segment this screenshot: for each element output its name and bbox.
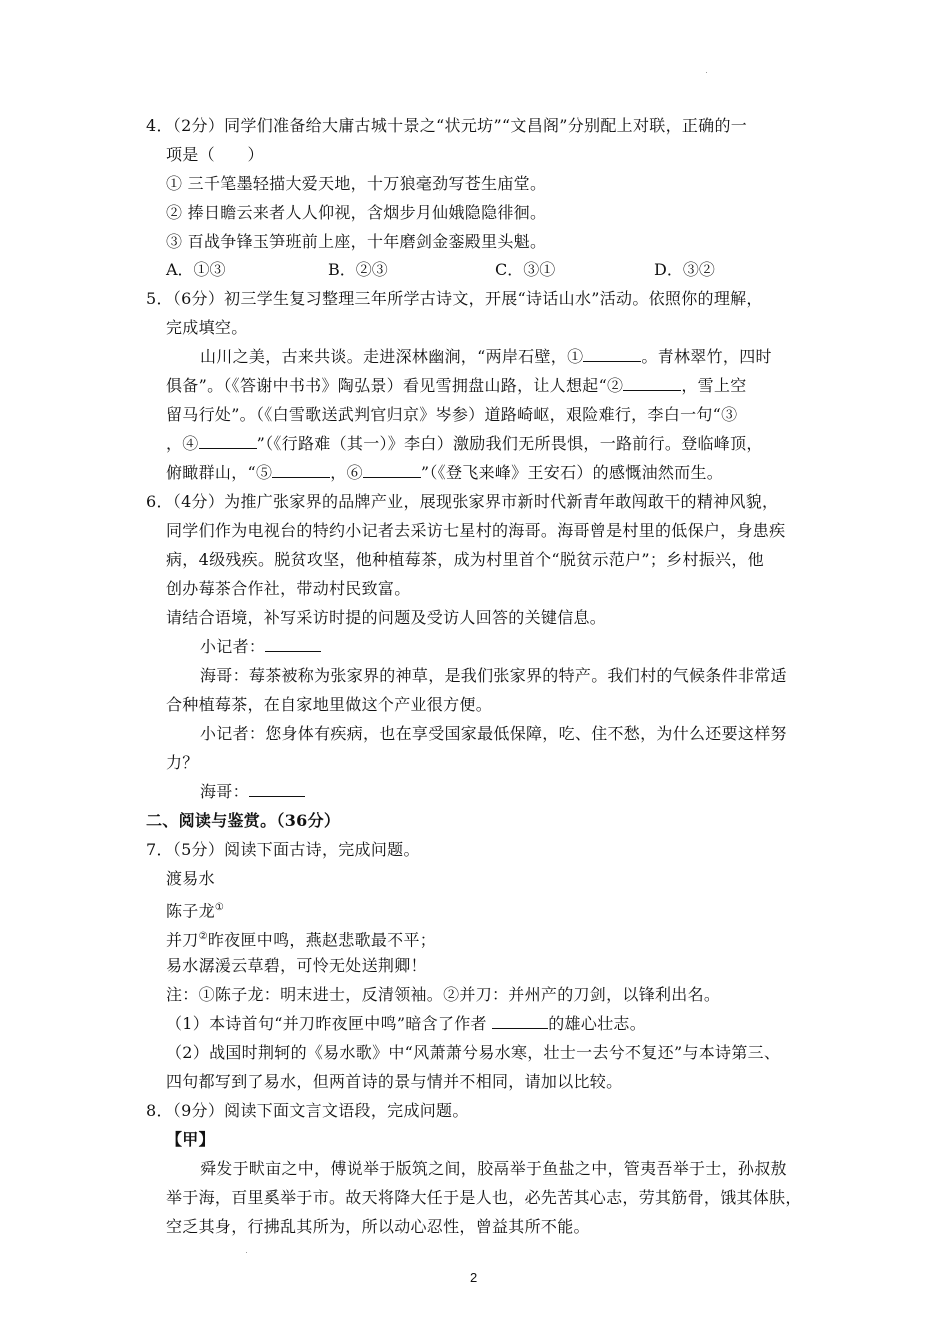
q5-para-line4 <box>166 434 763 454</box>
q5-text: ”（《行路难（其一）》李白）激励我们无所畏惧，一路前行。登临峰顶， <box>256 434 763 453</box>
q4-stem-line2: 项是（ ） <box>166 145 264 164</box>
poem-author <box>166 898 224 921</box>
q5-text: 。青林翠竹，四时 <box>641 347 772 366</box>
q5-text: 俯瞰群山，“⑤ <box>166 463 273 482</box>
q5-text: ，雪上空 <box>681 376 747 395</box>
poem-verse-1 <box>166 927 436 950</box>
verse-text: 并刀 <box>166 930 199 950</box>
q6-dialog-haige-2 <box>200 782 305 802</box>
q6-speaker: 小记者： <box>200 637 266 656</box>
q7-sub-1 <box>166 1014 646 1034</box>
q5-text: 山川之美，古来共谈。走进深林幽涧，“两岸石壁，① <box>200 347 584 366</box>
verse-text: 昨夜匣中鸣，燕赵悲歌最不平； <box>207 930 437 950</box>
q6-dialog-reporter-2a: 小记者：您身体有疾病，也在享受国家最低保障，吃、住不愁，为什么还要这样努 <box>200 724 787 743</box>
q6-blank-answer[interactable] <box>249 782 305 797</box>
q5-text: ，④ <box>166 434 199 453</box>
q5-blank-2[interactable] <box>623 376 681 391</box>
q6-dialog-haige-1a: 海哥：莓茶被称为张家界的神草，是我们张家界的特产。我们村的气候条件非常适 <box>200 666 787 685</box>
q6-dialog-reporter-1 <box>200 637 321 657</box>
q5-blank-1[interactable] <box>583 347 641 362</box>
footnote-marker: ① <box>214 902 225 913</box>
q5-stem-line1: 5．（6分）初三学生复习整理三年所学古诗文，开展“诗话山水”活动。依照你的理解， <box>146 289 763 308</box>
q7-sub-2b: 四句都写到了易水，但两首诗的景与情并不相同，请加以比较。 <box>166 1072 623 1091</box>
q7-sub-text: （1）本诗首句“并刀昨夜匣中鸣”暗含了作者 <box>166 1014 493 1033</box>
author-name: 陈子龙 <box>166 901 215 921</box>
q5-para-line1 <box>200 347 772 367</box>
section-heading: 二、阅读与鉴赏。（36分） <box>146 811 341 830</box>
q6-dialog-haige-1b: 合种植莓茶，在自家地里做这个产业很方便。 <box>166 695 493 714</box>
passage-line-3: 空乏其身，行拂乱其所为，所以动心忍性，曾益其所不能。 <box>166 1217 590 1236</box>
passage-label-jia: 【甲】 <box>166 1130 215 1149</box>
q6-dialog-reporter-2b: 力？ <box>166 753 199 772</box>
q4-item-2: ② 捧日瞻云来者人人仰视，含烟步月仙娥隐隐徘徊。 <box>166 203 547 222</box>
passage-line-2: 举于海，百里奚举于市。故天将降大任于是人也，必先苦其心志，劳其筋骨，饿其体肤， <box>166 1188 802 1207</box>
poem-title: 渡易水 <box>166 869 215 888</box>
footnote-marker: ② <box>198 931 208 942</box>
scan-speck <box>246 1252 247 1253</box>
q6-blank-question[interactable] <box>265 637 321 652</box>
q4-option-a: A．①③ <box>166 260 226 279</box>
q4-stem-line1: 4．（2分）同学们准备给大庸古城十景之“状元坊”“文昌阁”分别配上对联，正确的一 <box>146 116 748 135</box>
q5-para-line5 <box>166 463 723 483</box>
q4-option-b: B．②③ <box>328 260 388 279</box>
scan-speck <box>706 72 707 73</box>
q4-option-d: D．③② <box>654 260 715 279</box>
q5-text: ，⑥ <box>330 463 363 482</box>
q7-sub-text: 的雄心壮志。 <box>548 1014 647 1033</box>
passage-line-1: 舜发于畎亩之中，傅说举于版筑之间，胶鬲举于鱼盐之中，管夷吾举于士，孙叔敖 <box>200 1159 787 1178</box>
q6-stem-line3: 病，4级残疾。脱贫攻坚，他种植莓茶，成为村里首个“脱贫示范户”；乡村振兴，他 <box>166 550 764 569</box>
q6-stem-line1: 6．（4分）为推广张家界的品牌产业，展现张家界市新时代新青年敢闯敢干的精神风貌， <box>146 492 779 511</box>
q5-blank-6[interactable] <box>363 463 421 478</box>
q8-stem: 8．（9分）阅读下面文言文语段，完成问题。 <box>146 1101 469 1120</box>
q5-blank-4[interactable] <box>199 434 257 449</box>
q6-instruction: 请结合语境，补写采访时提的问题及受访人回答的关键信息。 <box>166 608 607 627</box>
q4-option-c: C．③① <box>495 260 556 279</box>
q7-blank-1[interactable] <box>492 1014 548 1029</box>
q7-stem: 7．（5分）阅读下面古诗，完成问题。 <box>146 840 420 859</box>
poem-verse-2: 易水潺湲云草碧，可怜无处送荆卿！ <box>166 956 427 975</box>
q4-item-1: ① 三千笔墨轻描大爱天地，十万狼毫劲写苍生庙堂。 <box>166 174 547 193</box>
q6-speaker: 海哥： <box>200 782 249 801</box>
q6-stem-line4: 创办莓茶合作社，带动村民致富。 <box>166 579 411 598</box>
q5-blank-5[interactable] <box>272 463 330 478</box>
q5-para-line3: 留马行处”。（《白雪歌送武判官归京》岑参）道路崎岖，艰险难行，李白一句“③ <box>166 405 738 424</box>
q5-stem-line2: 完成填空。 <box>166 318 248 337</box>
page-number: 2 <box>470 1270 478 1285</box>
q5-para-line2 <box>166 376 747 396</box>
q6-stem-line2: 同学们作为电视台的特约小记者去采访七星村的海哥。海哥曾是村里的低保户，身患疾 <box>166 521 786 540</box>
q5-text: ”（《登飞来峰》王安石）的感慨油然而生。 <box>420 463 724 482</box>
q7-sub-2a: （2）战国时荆轲的《易水歌》中“风萧萧兮易水寒，壮士一去兮不复还”与本诗第三、 <box>166 1043 781 1062</box>
poem-notes: 注：①陈子龙：明末进士，反清领袖。②并刀：并州产的刀剑，以锋利出名。 <box>166 985 721 1004</box>
q5-text: 俱备”。（《答谢中书书》陶弘景）看见雪拥盘山路，让人想起“② <box>166 376 624 395</box>
q4-item-3: ③ 百战争锋玉笋班前上座，十年磨剑金銮殿里头魁。 <box>166 232 547 251</box>
